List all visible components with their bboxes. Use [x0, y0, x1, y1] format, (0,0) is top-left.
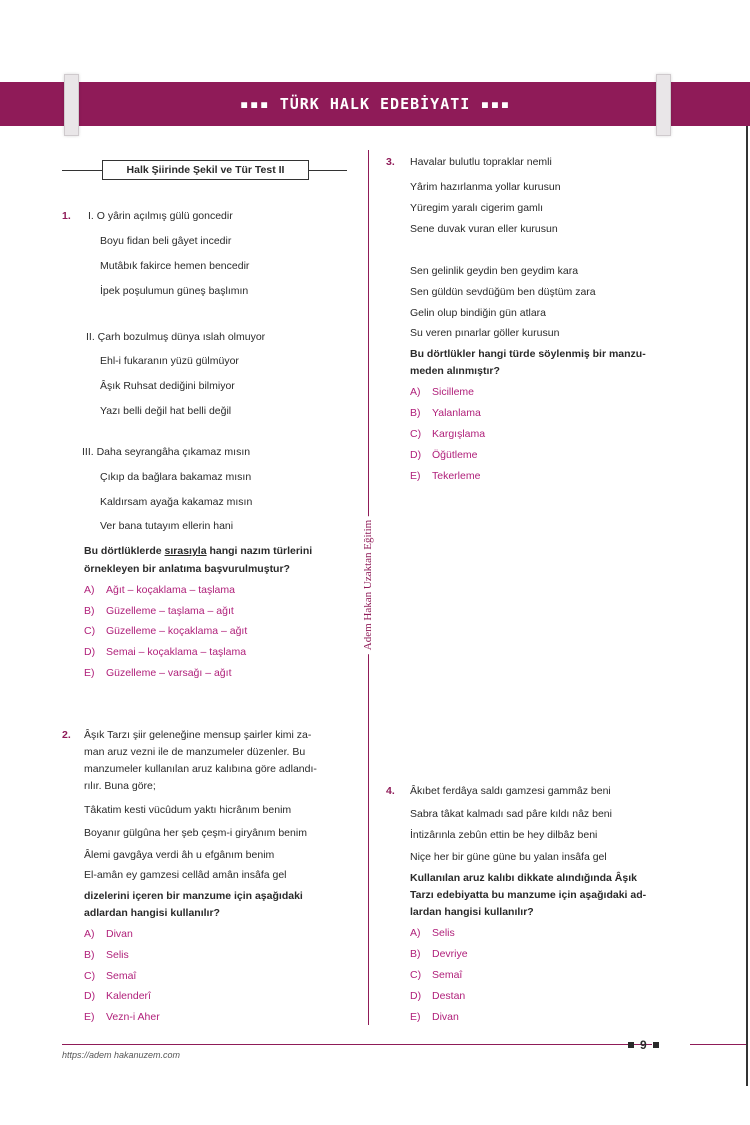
- q2-question: adlardan hangisi kullanılır?: [84, 907, 220, 919]
- q3-line: Sene duvak vuran eller kurusun: [410, 223, 558, 235]
- q1-line: I. O yârin açılmış gülü goncedir: [88, 210, 233, 222]
- option-letter: A): [84, 584, 95, 596]
- q1-line: Âşık Ruhsat dediğini bilmiyor: [100, 380, 235, 392]
- q1-line: Kaldırsam ayağa kakamaz mısın: [100, 496, 253, 508]
- page-title: ▪▪▪ TÜRK HALK EDEBİYATI ▪▪▪: [239, 95, 511, 113]
- option-text: Güzelleme – taşlama – ağıt: [106, 605, 234, 617]
- option-letter: B): [410, 407, 421, 419]
- q4-question: lardan hangisi kullanılır?: [410, 906, 534, 918]
- q1-line: III. Daha seyrangâha çıkamaz mısın: [82, 446, 251, 458]
- footer-rule-right: [690, 1044, 746, 1045]
- page-edge: [746, 126, 748, 1086]
- q2-option-d[interactable]: [84, 990, 151, 1002]
- q3-line: Havalar bulutlu topraklar nemli: [410, 156, 552, 168]
- q4-option-a[interactable]: [410, 927, 455, 939]
- option-text: Devriye: [432, 948, 468, 960]
- q1-line: II. Çarh bozulmuş dünya ıslah olmuyor: [86, 331, 266, 343]
- option-text: Divan: [432, 1011, 459, 1023]
- option-letter: D): [84, 990, 96, 1002]
- q4-verse: Niçe her bir güne güne bu yalan insâfa gel: [410, 851, 607, 863]
- q3-line: Yârim hazırlanma yollar kurusun: [410, 181, 561, 193]
- q1-question-underlined: sırasıyla: [164, 545, 207, 557]
- q4-question: Kullanılan aruz kalıbı dikkate alındığında Âşık: [410, 872, 637, 884]
- option-text: Selis: [432, 927, 455, 939]
- q3-option-c[interactable]: [410, 428, 485, 440]
- test-title: [62, 160, 347, 180]
- square-bullet-icon: [653, 1042, 659, 1048]
- option-letter: A): [84, 928, 95, 940]
- option-text: Kargışlama: [432, 428, 486, 440]
- option-text: Vezn-i Aher: [106, 1011, 160, 1023]
- q4-option-e[interactable]: [410, 1011, 459, 1023]
- q2-intro: man aruz vezni ile de manzumeler düzenler. Bu: [84, 746, 306, 758]
- option-letter: B): [84, 949, 95, 961]
- q2-option-c[interactable]: [84, 970, 136, 982]
- option-text: Semai – koçaklama – taşlama: [106, 646, 247, 658]
- option-text: Tekerleme: [432, 470, 481, 482]
- q2-intro: rılır. Buna göre;: [84, 780, 156, 792]
- option-text: Divan: [106, 928, 133, 940]
- option-letter: C): [84, 625, 96, 637]
- option-text: Ağıt – koçaklama – taşlama: [106, 584, 235, 596]
- footer-rule: [62, 1044, 652, 1045]
- q2-verse: El-amân ey gamzesi cellâd amân insâfa gel: [84, 869, 287, 881]
- q3-option-a[interactable]: [410, 386, 474, 398]
- q1-line: Boyu fidan beli gâyet incedir: [100, 235, 232, 247]
- option-text: Semaî: [106, 970, 137, 982]
- option-text: Sicilleme: [432, 386, 475, 398]
- q3-option-e[interactable]: [410, 470, 480, 482]
- q3-question: Bu dörtlükler hangi türde söylenmiş bir manzu-: [410, 348, 646, 360]
- option-letter: A): [410, 927, 421, 939]
- q1-option-a[interactable]: [84, 584, 235, 596]
- q2-intro: Âşık Tarzı şiir geleneğine mensup şairler kimi za-: [84, 729, 312, 741]
- q4-verse: İntizârınla zebûn ettin be hey dilbâz beni: [410, 829, 598, 841]
- q2-verse: Boyanır gülgûna her şeb çeşm-i giryânım benim: [84, 827, 307, 839]
- option-letter: E): [84, 667, 95, 679]
- option-letter: D): [410, 990, 422, 1002]
- q2-verse: Âlemi gavgâya verdi âh u efgânım benim: [84, 849, 275, 861]
- option-text: Öğütleme: [432, 449, 478, 461]
- q1-line: Yazı belli değil hat belli değil: [100, 405, 232, 417]
- q3-line: Sen gelinlik geydin ben geydim kara: [410, 265, 579, 277]
- q4-option-c[interactable]: [410, 969, 462, 981]
- q3-question: meden alınmıştır?: [410, 365, 500, 377]
- q3-number: 3.: [386, 156, 395, 168]
- q1-question-post: hangi nazım türlerini: [206, 545, 313, 557]
- option-text: Semaî: [432, 969, 463, 981]
- q2-option-e[interactable]: [84, 1011, 160, 1023]
- option-letter: C): [410, 969, 422, 981]
- q4-question: Tarzı edebiyatta bu manzume için aşağıdaki ad-: [410, 889, 647, 901]
- q1-line: Ver bana tutayım ellerin hani: [100, 520, 234, 532]
- option-text: Destan: [432, 990, 466, 1002]
- q1-option-c[interactable]: [84, 625, 247, 637]
- q3-line: Sen güldün sevdüğüm ben düştüm zara: [410, 286, 596, 298]
- q1-question-line2: örnekleyen bir anlatıma başvurulmuştur?: [84, 563, 290, 575]
- q4-verse: Sabra tâkat kalmadı sad pâre kıldı nâz beni: [410, 808, 612, 820]
- option-letter: C): [410, 428, 422, 440]
- q2-option-a[interactable]: [84, 928, 133, 940]
- q4-option-d[interactable]: [410, 990, 465, 1002]
- watermark: Adem Hakan Uzaktan Eğitim: [362, 516, 374, 654]
- q1-line: Ehl-i fukaranın yüzü gülmüyor: [100, 355, 239, 367]
- option-letter: E): [410, 1011, 421, 1023]
- option-letter: E): [84, 1011, 95, 1023]
- q1-question: [84, 545, 312, 557]
- page-number: 9: [640, 1037, 647, 1052]
- q1-number: 1.: [62, 210, 71, 222]
- option-letter: B): [410, 948, 421, 960]
- q4-number: 4.: [386, 785, 395, 797]
- footer-url[interactable]: https://adem hakanuzem.com: [62, 1050, 181, 1060]
- option-text: Yalanlama: [432, 407, 481, 419]
- q1-question-pre: Bu dörtlüklerde: [84, 545, 165, 557]
- q4-option-b[interactable]: [410, 948, 468, 960]
- q1-line: İpek poşulumun güneş başlımın: [100, 285, 249, 297]
- page-number-block: [628, 1036, 659, 1052]
- q1-option-d[interactable]: [84, 646, 246, 658]
- option-letter: D): [84, 646, 96, 658]
- q1-option-b[interactable]: [84, 605, 234, 617]
- option-letter: B): [84, 605, 95, 617]
- option-text: Güzelleme – varsağı – ağıt: [106, 667, 232, 679]
- q1-option-e[interactable]: [84, 667, 231, 679]
- option-text: Selis: [106, 949, 129, 961]
- q2-question: dizelerini içeren bir manzume için aşağıdaki: [84, 890, 303, 902]
- q3-line: Su veren pınarlar göller kurusun: [410, 327, 560, 339]
- q3-line: Yüregim yaralı cigerim gamlı: [410, 202, 544, 214]
- q3-line: Gelin olup bindiğin gün atlara: [410, 307, 547, 319]
- q2-number: 2.: [62, 729, 71, 741]
- option-text: Kalenderî: [106, 990, 151, 1002]
- test-title-label: Halk Şiirinde Şekil ve Tür Test II: [102, 160, 309, 180]
- option-letter: C): [84, 970, 96, 982]
- option-letter: E): [410, 470, 421, 482]
- q1-line: Çıkıp da bağlara bakamaz mısın: [100, 471, 252, 483]
- q2-option-b[interactable]: [84, 949, 129, 961]
- q4-verse: Âkıbet ferdâya saldı gamzesi gammâz beni: [410, 785, 611, 797]
- q2-verse: Tâkatim kesti vücûdum yaktı hicrânım benim: [84, 804, 292, 816]
- q2-intro: manzumeler kullanılan aruz kalıbına göre adlandı-: [84, 763, 317, 775]
- q1-line: Mutâbık fakirce hemen bencedir: [100, 260, 250, 272]
- q3-option-d[interactable]: [410, 449, 478, 461]
- q3-option-b[interactable]: [410, 407, 481, 419]
- option-text: Güzelleme – koçaklama – ağıt: [106, 625, 248, 637]
- option-letter: A): [410, 386, 421, 398]
- option-letter: D): [410, 449, 422, 461]
